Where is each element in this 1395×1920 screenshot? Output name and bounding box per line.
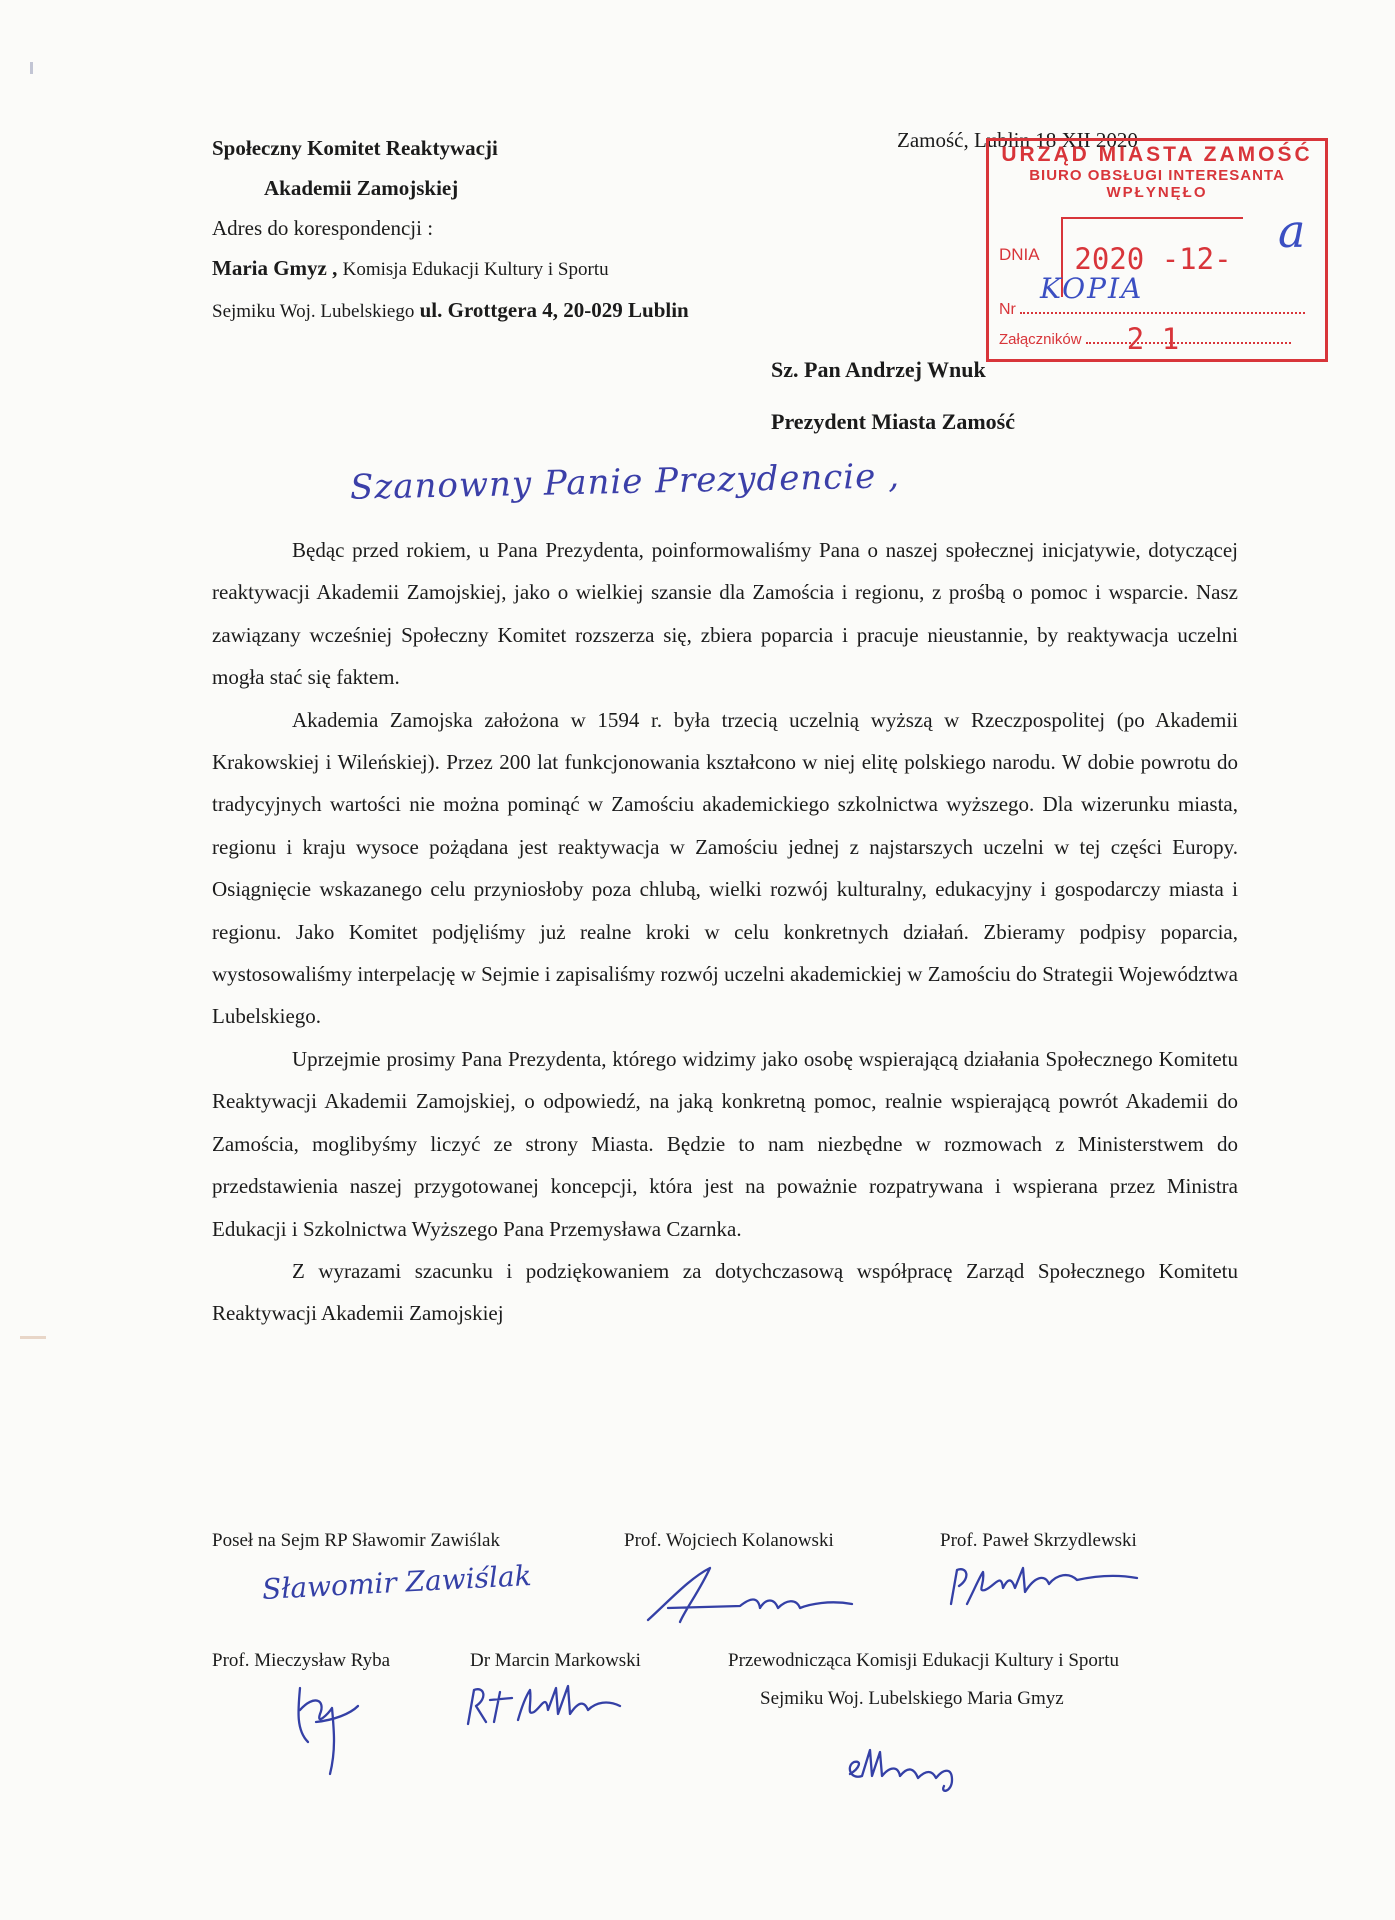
signature-skrzydlewski [945, 1558, 1145, 1618]
contact-name: Maria Gmyz , [212, 256, 338, 280]
stamp-date-label: DNIA [999, 245, 1040, 264]
signature-kolanowski [640, 1560, 860, 1630]
handwritten-mark: a [1278, 204, 1306, 258]
signatory-markowski: Dr Marcin Markowski [470, 1650, 641, 1671]
signature-gmyz [840, 1740, 1000, 1800]
sender-line-2: Akademii Zamojskiej [264, 176, 459, 200]
salutation: Szanowny Panie Prezydencie , [349, 456, 901, 508]
paragraph-1: Będąc przed rokiem, u Pana Prezydenta, poinformowaliśmy Pana o naszej społecznej inicjatywie, dotyczącej reaktywacji Akademii Zamojskiej, jako o wielkiej szansie dla Zamościa i regionu, z prośbą o pomoc i wsparcie. Nasz zawiązany wcześniej Społeczny Komitet rozszerza się, zbiera poparcia i pracuje nieustannie, by reaktywacja uczelni mogła stać się faktem. [212, 538, 1238, 690]
signatory-zawislak: Poseł na Sejm RP Sławomir Zawiślak [212, 1530, 500, 1551]
sender-block [212, 128, 689, 332]
handwritten-kopia: KOPIA [1040, 272, 1144, 305]
place-date-text: Zamość, Lublin 18 XII 2020 [897, 128, 1138, 152]
scan-speck [30, 62, 33, 74]
stamp-attachments-row [999, 331, 1314, 348]
recipient-block [771, 344, 1015, 448]
stamp-line-2: BIURO OBSŁUGI INTERESANTA [1029, 167, 1285, 184]
signatory-gmyz-name: Sejmiku Woj. Lubelskiego Maria Gmyz [760, 1688, 1064, 1709]
signature-ryba [280, 1670, 380, 1780]
contact-role: Komisja Edukacji Kultury i Sportu [342, 259, 609, 280]
signature-zawislak: Sławomir Zawiślak [261, 1558, 533, 1607]
contact-address: ul. Grottgera 4, 20-029 Lublin [419, 298, 689, 322]
sender-line-1: Społeczny Komitet Reaktywacji [212, 136, 498, 160]
stamp-date-value: 2020 -12- 2 1 [1061, 217, 1243, 297]
stamp-attachments-dots [1086, 342, 1291, 344]
scan-artifact [20, 1336, 46, 1339]
recipient-line-1: Sz. Pan Andrzej Wnuk [771, 357, 986, 382]
signature-markowski [460, 1676, 660, 1736]
letter-body [212, 529, 1238, 1335]
signatory-kolanowski: Prof. Wojciech Kolanowski [624, 1530, 834, 1551]
signatory-skrzydlewski: Prof. Paweł Skrzydlewski [940, 1530, 1137, 1551]
signatory-ryba: Prof. Mieczysław Ryba [212, 1650, 391, 1671]
address-label: Adres do korespondencji : [212, 216, 434, 240]
stamp-line-1: URZĄD MIASTA ZAMOŚĆ [1001, 143, 1313, 166]
stamp-nr-label: Nr [999, 301, 1016, 318]
stamp-nr-dots [1020, 312, 1305, 314]
incoming-stamp [986, 138, 1328, 362]
paragraph-4: Z wyrazami szacunku i podziękowaniem za dotychczasową współpracę Zarząd Społecznego Komitetu Reaktywacji Akademii Zamojskiej [212, 1258, 1238, 1326]
stamp-line-3: WPŁYNĘŁO [1106, 184, 1208, 201]
contact-org: Sejmiku Woj. Lubelskiego [212, 301, 415, 322]
recipient-line-2: Prezydent Miasta Zamość [771, 409, 1015, 434]
stamp-attachments-label: Załączników [999, 331, 1082, 348]
paragraph-3: Uprzejmie prosimy Pana Prezydenta, którego widzimy jako osobę wspierającą działania Społecznego Komitetu Reaktywacji Akademii Zamojskiej, o odpowiedź, na jaką konkretną pomoc, realnie wspierającą powrót Akademii do Zamościa, moglibyśmy liczyć ze strony Miasta. Będzie to nam niezbędne w rozmowach z Ministerstwem do przedstawienia naszej przygotowanej koncepcji, która jest na poważnie rozpatrywana i wspierana przez Ministra Edukacji i Szkolnictwa Wyższego Pana Przemysława Czarnka. [212, 1046, 1238, 1241]
signatory-gmyz-title: Przewodnicząca Komisji Edukacji Kultury i Sportu [728, 1650, 1119, 1671]
paragraph-2: Akademia Zamojska założona w 1594 r. była trzecią uczelnią wyższą w Rzeczpospolitej (po Akademii Krakowskiej i Wileńskiej). Przez 200 lat funkcjonowania kształcono w niej elitę polskiego narodu. W dobie powrotu do tradycyjnych wartości nie można pominąć w Zamościu akademickiego szkolnictwa wyższego. Dla wizerunku miasta, regionu i kraju wysoce pożądana jest reaktywacja w Zamościu jednej z najstarszych uczelni w tej części Europy. Osiągnięcie wskazanego celu przyniosłoby poza chlubą, wielki rozwój kulturalny, edukacyjny i gospodarczy miasta i regionu. Jako Komitet podjęliśmy już realne kroki w celu konkretnych działań. Zbieramy podpisy poparcia, wystosowaliśmy interpelację w Sejmie i zapisaliśmy rozwój uczelni akademickiej w Zamościu do Strategii Województwa Lubelskiego. [212, 707, 1238, 1029]
